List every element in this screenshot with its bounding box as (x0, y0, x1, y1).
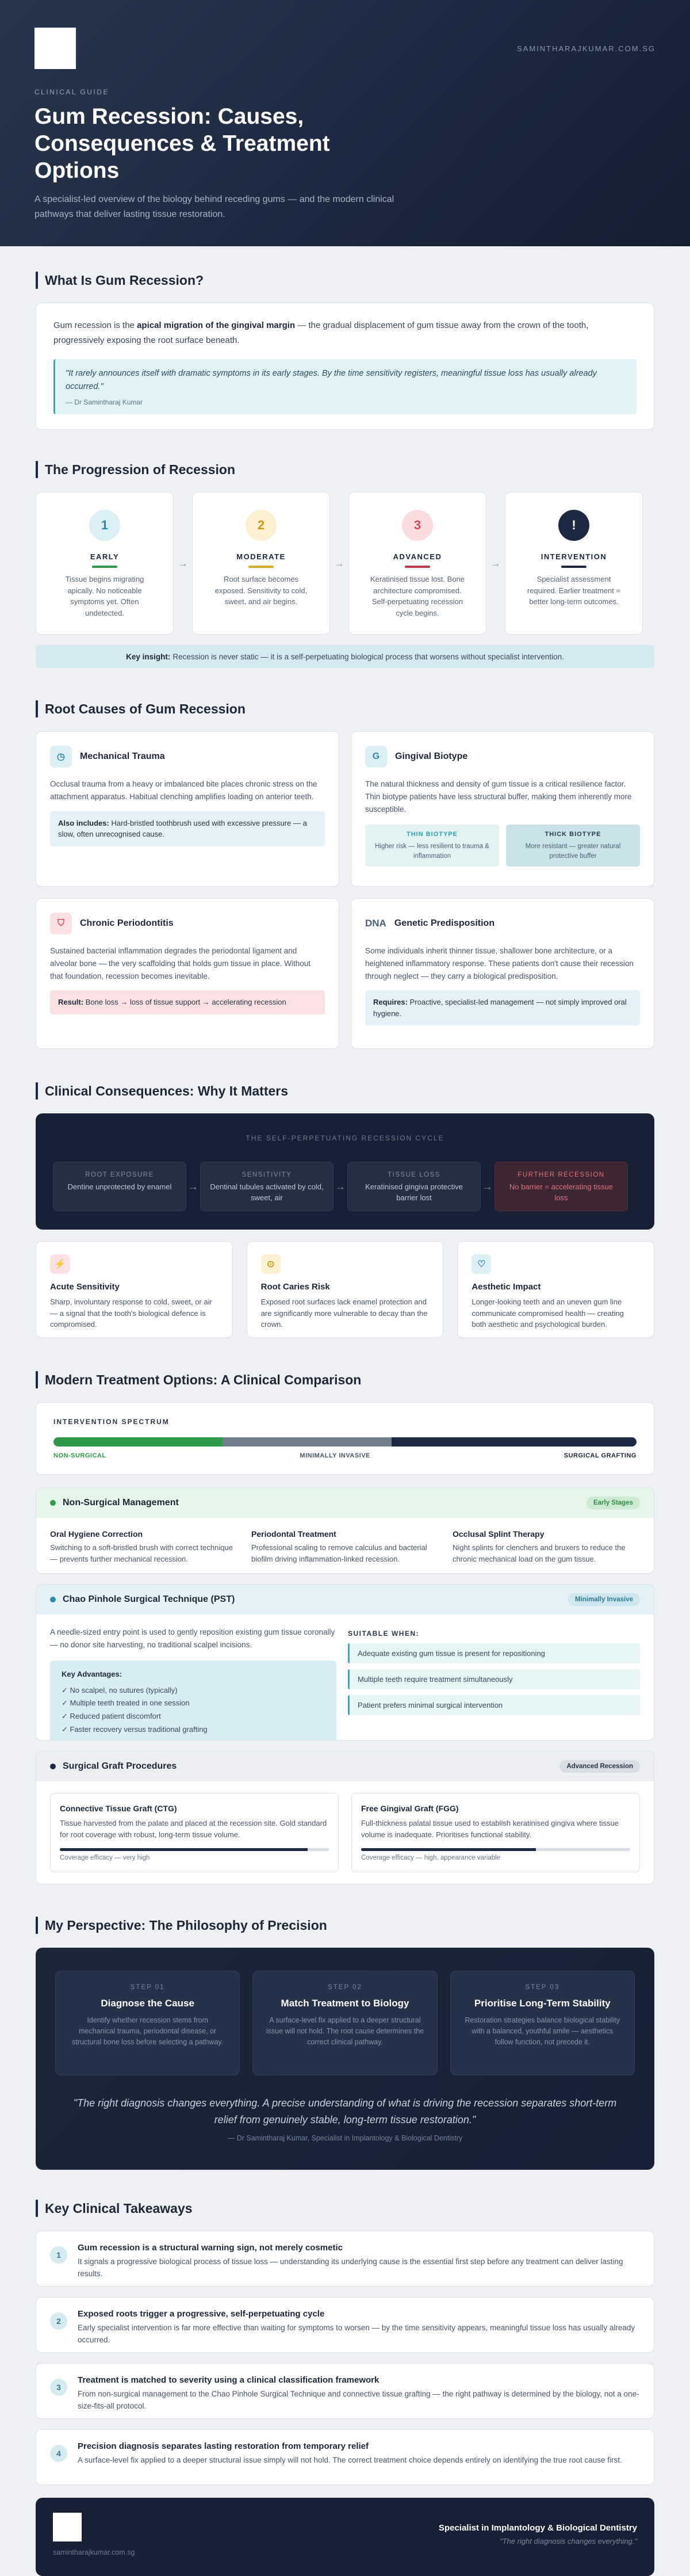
spectrum-label: NON-SURGICAL (53, 1452, 106, 1460)
takeaways-list (36, 2231, 654, 2485)
stage-underline (92, 566, 117, 568)
cause-title: Genetic Predisposition (394, 918, 495, 929)
graft-card (351, 1793, 640, 1872)
option-title: Occlusal Splint Therapy (453, 1529, 545, 1539)
cause-card-trauma (36, 731, 339, 887)
section-title: Key Clinical Takeaways (45, 2200, 193, 2216)
section-heading-progression (36, 461, 654, 478)
advantage-item: ✓ Faster recovery versus traditional grafting (62, 1724, 208, 1734)
cycle-step (494, 1162, 628, 1211)
takeaway-body (78, 2375, 640, 2412)
suitable-item: Adequate existing gum tissue is present for repositioning (348, 1643, 640, 1663)
heading-bar (36, 461, 38, 478)
quote-text: "It rarely announces itself with dramatic symptoms in its early stages. By the time sensitivity registers, meaningful tissue loss has usually already occurred." (66, 369, 597, 392)
graft-text: Tissue harvested from the palate and placed at the recession site. Gold standard for root coverage with robust, long-term tissue volume. (60, 1819, 327, 1839)
spectrum-segment-minimal (223, 1437, 392, 1447)
cause-note (365, 990, 640, 1025)
cycle-title: THE SELF-PERPETUATING RECESSION CYCLE (246, 1134, 444, 1143)
takeaway-title: Precision diagnosis separates lasting restoration from temporary relief (78, 2441, 369, 2452)
philosophy-step (252, 1971, 437, 2075)
step-label: STEP 01 (130, 1984, 165, 1991)
treatment-title: Chao Pinhole Surgical Technique (PST) (63, 1594, 235, 1605)
pst-left (50, 1626, 336, 1741)
takeaway-text: From non-surgical management to the Chao Pinhole Surgical Technique and connective tissue grafting — the right pathway is determined by the biology, not a one-size-fits-all protocol. (78, 2390, 639, 2410)
option-text: Night splints for clenchers and bruxers to reduce the chronic mechanical load on the gum tissue. (453, 1543, 626, 1563)
consequence-text: Exposed root surfaces lack enamel protection and are significantly more vulnerable to decay than the crown. (260, 1297, 428, 1329)
target-icon: ⊙ (261, 1254, 281, 1274)
footer-logo[interactable] (53, 2513, 82, 2541)
treatment-card-nonsurgical (36, 1487, 654, 1574)
nonsurgical-options (36, 1518, 654, 1574)
step-title: Diagnose the Cause (101, 1998, 194, 2009)
consequence-text: Sharp, involuntary response to cold, sweet, or air — a signal that the tooth's biological defence is compromised. (50, 1297, 212, 1329)
footer (36, 2498, 654, 2576)
consequence-card (247, 1241, 444, 1338)
definition-pre: Gum recession is the (53, 320, 137, 330)
footer-url[interactable]: samintharajkumar.com.sg (53, 2548, 135, 2557)
insight-label: Key insight: (126, 652, 171, 661)
cause-note (50, 811, 325, 846)
page-title: Gum Recession: Causes, Consequences & Treatment Options (34, 104, 330, 183)
takeaway-title: Gum recession is a structural warning sign, not merely cosmetic (78, 2243, 343, 2253)
takeaway-item (36, 2231, 654, 2287)
treatment-header (36, 1751, 654, 1781)
efficacy-bar (60, 1848, 329, 1851)
section-title: Modern Treatment Options: A Clinical Comparison (45, 1372, 362, 1387)
thick-text: More resistant — greater natural protective buffer (525, 843, 621, 860)
option-title: Periodontal Treatment (251, 1529, 336, 1539)
suitable-title: SUITABLE WHEN: (348, 1629, 420, 1638)
cause-body: Occlusal trauma from a heavy or imbalanced bite places chronic stress on the attachment apparatus. Habitual clenching amplifies loading on anterior teeth. (50, 780, 317, 801)
arrow-right-icon: → (188, 1180, 198, 1192)
takeaway-item (36, 2297, 654, 2353)
cycle-step-text: No barrier = accelerating tissue loss (509, 1182, 614, 1203)
efficacy-bar (361, 1848, 630, 1851)
spectrum-label: MINIMALLY INVASIVE (300, 1452, 370, 1460)
advantage-item: ✓ Reduced patient discomfort (62, 1712, 161, 1721)
intervention-spectrum (36, 1402, 654, 1475)
takeaway-text: Early specialist intervention is far more effective than waiting for symptoms to worsen — by the time sensitivity appears, meaningful tissue loss has usually already occurred. (78, 2323, 635, 2344)
stage-underline (561, 566, 586, 568)
hero-kicker: CLINICAL GUIDE (34, 88, 109, 96)
thick-biotype (506, 825, 640, 867)
thin-text: Higher risk — less resilient to trauma & inflammation (375, 843, 489, 860)
stage-underline (248, 566, 274, 568)
stage-description: Specialist assessment required. Earlier treatment = better long-term outcomes. (527, 575, 621, 606)
site-url[interactable]: SAMINTHARAJKUMAR.COM.SG (516, 44, 656, 53)
cycle-row (53, 1162, 637, 1211)
status-dot (50, 1764, 56, 1769)
consequence-title: Acute Sensitivity (50, 1282, 120, 1292)
suitable-item: Multiple teeth require treatment simultaneously (348, 1669, 640, 1689)
stage-badge: Minimally Invasive (568, 1593, 640, 1606)
cycle-step-label: FURTHER RECESSION (518, 1171, 605, 1179)
nonsurgical-option (50, 1529, 237, 1564)
efficacy-fill (60, 1848, 308, 1851)
note-label: Requires: (373, 998, 408, 1007)
section-title: What Is Gum Recession? (45, 272, 204, 288)
biotype-icon: G (365, 746, 387, 768)
footer-specialty: Specialist in Implantology & Biological Dentistry (438, 2523, 637, 2533)
causes-grid (36, 731, 654, 1049)
step-text: Restoration strategies balance biological stability with a balanced, youthful smile — aesthetics follow function, not precede it. (465, 2016, 620, 2046)
consequence-title: Aesthetic Impact (471, 1282, 541, 1292)
takeaway-body (78, 2309, 640, 2346)
spectrum-labels (53, 1452, 637, 1459)
takeaway-item (36, 2363, 654, 2419)
heading-bar (36, 1371, 38, 1388)
perspective-panel (36, 1948, 654, 2170)
biotype-compare (365, 825, 640, 867)
stage-badge: Advanced Recession (559, 1760, 640, 1773)
stage-number: 3 (402, 510, 433, 541)
pst-right (348, 1626, 640, 1741)
cause-body: The natural thickness and density of gum tissue is a critical resilience factor. Thin biotype patients have less structural buffer, making them inherently more susceptible. (365, 780, 632, 814)
stage-number: ! (558, 510, 589, 541)
cycle-step-text: Dentinal tubules activated by cold, sweet, air (210, 1182, 324, 1203)
suitable-item: Patient prefers minimal surgical intervention (348, 1695, 640, 1715)
takeaway-item (36, 2429, 654, 2485)
arrow-right-icon: → (490, 557, 501, 569)
step-label: STEP 02 (328, 1984, 362, 1991)
cycle-step-label: TISSUE LOSS (388, 1171, 440, 1179)
note-text: Proactive, specialist-led management — not simply improved oral hygiene. (373, 998, 627, 1018)
heading-bar (36, 272, 38, 289)
section-heading-perspective (36, 1917, 654, 1934)
status-dot (50, 1597, 56, 1602)
clock-icon: ◷ (50, 746, 72, 768)
heart-icon: ♡ (471, 1254, 491, 1274)
efficacy-fill (361, 1848, 536, 1851)
stage-card (36, 492, 174, 635)
option-text: Switching to a soft-bristled brush with correct technique — prevents further mechanical recession. (50, 1543, 233, 1563)
stage-card (505, 492, 643, 635)
cycle-step-label: ROOT EXPOSURE (85, 1171, 154, 1179)
treatment-title: Non-Surgical Management (63, 1498, 179, 1508)
note-text: Bone loss → loss of tissue support → accelerating recession (85, 998, 286, 1007)
heading-bar (36, 1917, 38, 1934)
takeaway-text: It signals a progressive biological process of tissue loss — understanding its underlying cause is the essential first step before any treatment can deliver lasting results. (78, 2257, 623, 2278)
cause-card-perio (36, 898, 339, 1049)
section-heading-causes (36, 700, 654, 718)
advantage-item: ✓ Multiple teeth treated in one session (62, 1699, 190, 1708)
consequence-card (36, 1241, 233, 1338)
section-title: The Progression of Recession (45, 461, 236, 477)
stage-label: INTERVENTION (540, 552, 607, 562)
takeaway-number: 2 (50, 2312, 67, 2330)
arrow-right-icon: → (178, 557, 188, 569)
consequence-text: Longer-looking teeth and an uneven gum line communicate compromised health — creating both aesthetic and psychological burden. (471, 1297, 624, 1329)
treatment-header (36, 1585, 654, 1615)
advantages-title: Key Advantages: (62, 1669, 122, 1678)
thin-label: THIN BIOTYPE (406, 831, 458, 838)
efficacy-caption: Coverage efficacy — high, appearance variable (361, 1854, 501, 1862)
stage-number: 1 (89, 510, 120, 541)
thin-biotype (365, 825, 499, 867)
takeaway-body (78, 2243, 640, 2280)
heading-bar (36, 2200, 38, 2217)
cause-note (50, 990, 325, 1014)
takeaway-title: Exposed roots trigger a progressive, self-perpetuating cycle (78, 2309, 325, 2319)
suitable-list (348, 1643, 640, 1715)
advantages-list (62, 1684, 325, 1737)
perspective-quote: "The right diagnosis changes everything. A precise understanding of what is driving the recession separates short-term relief from genuinely stable, long-term tissue restoration." (73, 2097, 617, 2126)
stage-card (348, 492, 486, 635)
note-label: Result: (58, 998, 84, 1007)
cause-body: Some individuals inherit thinner tissue, shallower bone architecture, or a heightened inflammatory response. These patients don't cause their recession through neglect — they carry a biological predisposition. (365, 947, 634, 980)
perspective-author: — Dr Samintharaj Kumar, Specialist in Implantology & Biological Dentistry (227, 2134, 463, 2142)
footer-quote: "The right diagnosis changes everything." (499, 2537, 637, 2546)
shield-icon: ⛉ (50, 913, 72, 934)
dna-icon: DNA (365, 918, 386, 929)
graft-text: Full-thickness palatal tissue used to establish keratinised gingiva where tissue volume is inadequate. Prioritises functional stability. (361, 1819, 619, 1839)
philosophy-steps (55, 1971, 635, 2075)
stage-underline (405, 566, 430, 568)
thick-label: THICK BIOTYPE (545, 831, 601, 838)
stage-row (36, 492, 654, 635)
definition-bold: apical migration of the gingival margin (137, 320, 296, 330)
section-heading-takeaways (36, 2200, 654, 2217)
cause-body: Sustained bacterial inflammation degrades the periodontal ligament and alveolar bone — the very scaffolding that holds gum tissue in place. Without that foundation, recession becomes inevitable. (50, 947, 311, 980)
philosophy-step (450, 1971, 635, 2075)
takeaway-text: A surface-level fix applied to a deeper structural issue simply will not hold. The correct treatment choice depends entirely on identifying the true root cause first. (78, 2456, 622, 2465)
note-label: Also includes: (58, 818, 109, 827)
consequence-cards (36, 1241, 654, 1338)
section-title: My Perspective: The Philosophy of Precision (45, 1917, 327, 1933)
hero-subtitle: A specialist-led overview of the biology behind receding gums — and the modern clinical pathways that deliver lasting tissue restoration. (34, 194, 394, 219)
treatment-header (36, 1488, 654, 1518)
logo[interactable] (34, 28, 76, 69)
section-heading-consequences (36, 1082, 654, 1100)
cycle-step (347, 1162, 481, 1211)
cycle-step (53, 1162, 186, 1211)
spectrum-segment-nonsurgical (53, 1437, 223, 1447)
cycle-step-label: SENSITIVITY (241, 1171, 292, 1179)
definition-text (53, 318, 637, 348)
step-text: Identify whether recession stems from mechanical trauma, periodontal disease, or structural bone loss before selecting a pathway. (72, 2016, 224, 2046)
insight-text: Recession is never static — it is a self-perpetuating biological process that worsens without specialist intervention. (172, 652, 564, 661)
stage-description: Keratinised tissue lost. Bone architecture compromised. Self-perpetuating recession cycle begins. (370, 575, 465, 617)
treatment-card-pst (36, 1584, 654, 1741)
takeaway-number: 4 (50, 2445, 67, 2462)
hero-banner (0, 0, 690, 246)
nonsurgical-option (251, 1529, 439, 1564)
definition-post: — the gradual displacement of gum tissue away from the crown of the tooth, progressively exposing the root surface beneath. (53, 320, 589, 345)
section-title: Clinical Consequences: Why It Matters (45, 1083, 289, 1098)
spectrum-title: INTERVENTION SPECTRUM (53, 1418, 170, 1426)
stage-badge: Early Stages (586, 1497, 640, 1509)
stage-label: MODERATE (236, 552, 286, 562)
section-title: Root Causes of Gum Recession (45, 701, 246, 716)
stage-card (192, 492, 330, 635)
efficacy-caption: Coverage efficacy — very high (60, 1854, 150, 1862)
arrow-right-icon: → (482, 1180, 493, 1192)
definition-card (36, 303, 654, 430)
takeaway-number: 3 (50, 2379, 67, 2396)
advantage-item: ✓ No scalpel, no sutures (typically) (62, 1685, 178, 1695)
step-title: Match Treatment to Biology (281, 1998, 409, 2009)
spectrum-bar (53, 1437, 637, 1447)
takeaway-body (78, 2441, 622, 2466)
takeaway-title: Treatment is matched to severity using a clinical classification framework (78, 2375, 379, 2386)
section-heading-what (36, 272, 654, 289)
graft-title: Free Gingival Graft (FGG) (361, 1804, 459, 1814)
cause-title: Gingival Biotype (395, 751, 468, 762)
step-text: A surface-level fix applied to a deeper structural issue will not hold. The root cause determines the correct clinical pathway. (266, 2016, 424, 2046)
consequence-title: Root Caries Risk (260, 1282, 330, 1292)
note-text: Hard-bristled toothbrush used with excessive pressure — a slow, often unrecognised cause. (58, 818, 307, 839)
cycle-step (200, 1162, 334, 1211)
cause-title: Chronic Periodontitis (80, 918, 174, 929)
stage-description: Root surface becomes exposed. Sensitivity to cold, sweet, and air begins. (214, 575, 308, 606)
heading-bar (36, 700, 38, 718)
heading-bar (36, 1082, 38, 1100)
takeaway-number: 1 (50, 2246, 67, 2264)
cause-title: Mechanical Trauma (80, 751, 165, 762)
arrow-right-icon: → (335, 1180, 346, 1192)
quote-author: — Dr Samintharaj Kumar (66, 398, 143, 407)
cycle-step-text: Dentine unprotected by enamel (67, 1182, 172, 1192)
lightning-icon: ⚡ (50, 1254, 70, 1274)
nonsurgical-option (453, 1529, 640, 1564)
graft-title: Connective Tissue Graft (CTG) (60, 1804, 177, 1814)
graft-card (50, 1793, 339, 1872)
cause-card-genetic (351, 898, 654, 1049)
option-text: Professional scaling to remove calculus and bacterial biofilm driving inflammation-linked recession. (251, 1543, 427, 1563)
treatment-card-graft (36, 1751, 654, 1884)
section-heading-treatment (36, 1371, 654, 1388)
step-title: Prioritise Long-Term Stability (474, 1998, 611, 2009)
stage-number: 2 (246, 510, 277, 541)
advantages-box (50, 1661, 336, 1741)
pst-description: A needle-sized entry point is used to gently reposition existing gum tissue coronally — no donor site harvesting, no traditional scalpel incisions. (50, 1628, 335, 1649)
treatment-title: Surgical Graft Procedures (63, 1761, 177, 1772)
spectrum-label: SURGICAL GRAFTING (564, 1452, 637, 1460)
stage-label: EARLY (90, 552, 120, 562)
philosophy-step (55, 1971, 240, 2075)
cause-card-biotype (351, 731, 654, 887)
pst-body (36, 1615, 654, 1741)
cycle-step-text: Keratinised gingiva protective barrier lost (365, 1182, 463, 1203)
stage-label: ADVANCED (393, 552, 442, 562)
arrow-right-icon: → (334, 557, 344, 569)
option-title: Oral Hygiene Correction (50, 1529, 143, 1539)
recession-cycle (36, 1113, 654, 1230)
quote-callout (53, 359, 637, 414)
consequence-card (457, 1241, 654, 1338)
step-label: STEP 03 (525, 1984, 560, 1991)
insight-banner (36, 645, 654, 668)
spectrum-segment-surgical (392, 1437, 637, 1447)
stage-description: Tissue begins migrating apically. No noticeable symptoms yet. Often undetected. (65, 575, 144, 617)
status-dot (50, 1500, 56, 1506)
graft-options (36, 1781, 654, 1884)
